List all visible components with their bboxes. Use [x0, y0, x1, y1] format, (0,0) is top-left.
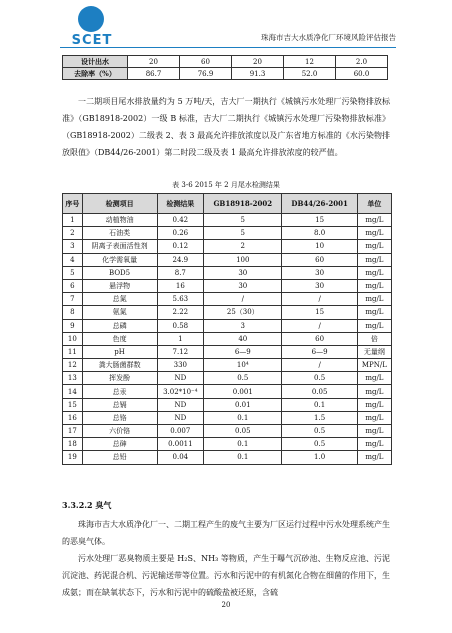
page-number: 20: [221, 601, 231, 609]
table-row: [63, 56, 388, 68]
table-row: [63, 227, 392, 240]
table-cell: 总铬: [82, 411, 157, 424]
table-cell: 15: [282, 214, 357, 227]
table-cell: mg/L: [357, 266, 391, 279]
table-cell: 30: [204, 266, 282, 279]
table-cell: /: [204, 293, 282, 306]
table-row: [63, 214, 392, 227]
paragraph-odor-source: 珠海市吉大水质净化厂一、二期工程产生的废气主要为厂区运行过程中污水处理系统产生的恶臭气体。 污水处理厂恶臭物质主要是 H₂S、NH₃ 等物质，产生于曝气沉砂池、生物反应池、污泥沉淀池、药泥混合机、污泥输送带等位置。污水和污泥中的有机氮化合物在细菌的作用下，生成氨；而在缺氧状态下，污水和污泥中的硫酸盐被还原，含硫: [62, 520, 390, 597]
table-cell: 12: [63, 359, 83, 372]
table-cell: 0.5: [282, 425, 357, 438]
table-cell: 六价铬: [82, 425, 157, 438]
table-cell: 86.7: [128, 68, 180, 80]
table-cell: 11: [63, 345, 83, 358]
table-cell: 氨氮: [82, 306, 157, 319]
table-cell: 1.5: [282, 411, 357, 424]
table-cell: 4: [63, 253, 83, 266]
table-cell: ND: [157, 398, 204, 411]
table-row: [63, 306, 392, 319]
table-cell: 3: [204, 319, 282, 332]
table-cell: 总铅: [82, 451, 157, 464]
column-header: GB18918-2002: [204, 194, 282, 214]
table-cell: mg/L: [357, 240, 391, 253]
table-cell: 总汞: [82, 385, 157, 398]
table-cell: mg/L: [357, 214, 391, 227]
table-cell: 0.1: [282, 398, 357, 411]
table-cell: 8.0: [282, 227, 357, 240]
table-cell: 7: [63, 293, 83, 306]
table-cell: 60: [282, 332, 357, 345]
table-cell: 1.0: [282, 451, 357, 464]
table-cell: 9: [63, 319, 83, 332]
table-cell: 52.0: [284, 68, 336, 80]
table-row: [63, 240, 392, 253]
table-cell: 0.01: [204, 398, 282, 411]
table-cell: 0.5: [282, 438, 357, 451]
table-cell: 3: [63, 240, 83, 253]
table-cell: mg/L: [357, 385, 391, 398]
table-row: [63, 293, 392, 306]
table-cell: 0.42: [157, 214, 204, 227]
table-cell: 15: [63, 398, 83, 411]
table-cell: 倍: [357, 332, 391, 345]
table-cell: 0.001: [204, 385, 282, 398]
header-divider: [60, 47, 396, 48]
table-cell: 0.5: [204, 372, 282, 385]
table-cell: 总氮: [82, 293, 157, 306]
table-cell: 10⁴: [204, 359, 282, 372]
table-row: [63, 411, 392, 424]
table-cell: 12: [284, 56, 336, 68]
table-cell: 10: [63, 332, 83, 345]
table-cell: 0.26: [157, 227, 204, 240]
table-cell: 19: [63, 451, 83, 464]
table-cell: 5: [204, 227, 282, 240]
table-cell: 6—9: [204, 345, 282, 358]
table-cell: mg/L: [357, 253, 391, 266]
scet-logo: [62, 6, 122, 48]
table-row: [63, 253, 392, 266]
table-cell: 2: [204, 240, 282, 253]
table-row: [63, 425, 392, 438]
table-cell: 2.22: [157, 306, 204, 319]
logo-emblem-icon: [78, 6, 104, 32]
table-cell: mg/L: [357, 372, 391, 385]
table-cell: 25（30）: [204, 306, 282, 319]
table-cell: mg/L: [357, 306, 391, 319]
table-row: [63, 359, 392, 372]
table-cell: 挥发酚: [82, 372, 157, 385]
table-cell: 60: [282, 253, 357, 266]
table-cell: pH: [82, 345, 157, 358]
table-cell: 阴离子表面活性剂: [82, 240, 157, 253]
table-cell: 化学需氧量: [82, 253, 157, 266]
table-cell: 0.12: [157, 240, 204, 253]
table-cell: 无量纲: [357, 345, 391, 358]
table-cell: /: [282, 319, 357, 332]
table-row: [63, 451, 392, 464]
table-cell: 330: [157, 359, 204, 372]
column-header: 检测项目: [82, 194, 157, 214]
table-cell: 8: [63, 306, 83, 319]
table-cell: 100: [204, 253, 282, 266]
table-cell: 76.9: [180, 68, 232, 80]
page-header: [0, 0, 452, 52]
table-cell: 0.1: [204, 411, 282, 424]
table-cell: 6—9: [282, 345, 357, 358]
table-cell: 0.05: [204, 425, 282, 438]
table-cell: 14: [63, 385, 83, 398]
report-title: 珠海市吉大水质净化厂环境风险评估报告: [261, 33, 396, 42]
table-row: [63, 332, 392, 345]
table-cell: 1: [157, 332, 204, 345]
table-row: [63, 68, 388, 80]
table-cell: BOD5: [82, 266, 157, 279]
table-cell: 色度: [82, 332, 157, 345]
table-row: [63, 345, 392, 358]
table-cell: 6: [63, 279, 83, 292]
table-cell: 2: [63, 227, 83, 240]
table-cell: 5: [63, 266, 83, 279]
table-cell: 60.0: [336, 68, 388, 80]
table-cell: 30: [282, 279, 357, 292]
table-cell: mg/L: [357, 227, 391, 240]
table-cell: 2.0: [336, 56, 388, 68]
table-row: [63, 319, 392, 332]
row-label: 去除率（%）: [63, 68, 128, 80]
table-cell: 16: [157, 279, 204, 292]
table-cell: mg/L: [357, 293, 391, 306]
table-cell: 15: [282, 306, 357, 319]
table-cell: mg/L: [357, 398, 391, 411]
table-cell: 总磷: [82, 319, 157, 332]
table-cell: 0.58: [157, 319, 204, 332]
table-cell: 24.9: [157, 253, 204, 266]
row-label: 设计出水: [63, 56, 128, 68]
table-cell: MPN/L: [357, 359, 391, 372]
design-effluent-table: [62, 55, 388, 80]
table-cell: 91.3: [232, 68, 284, 80]
table-cell: 30: [282, 266, 357, 279]
table-cell: 5: [204, 214, 282, 227]
table-cell: 动植物油: [82, 214, 157, 227]
table-cell: 1: [63, 214, 83, 227]
table-cell: 10: [282, 240, 357, 253]
table-cell: 总镉: [82, 398, 157, 411]
table-cell: 总砷: [82, 438, 157, 451]
column-header: 单位: [357, 194, 391, 214]
table-cell: mg/L: [357, 319, 391, 332]
table-cell: mg/L: [357, 438, 391, 451]
table-cell: 20: [232, 56, 284, 68]
table-cell: 7.12: [157, 345, 204, 358]
table-cell: ND: [157, 411, 204, 424]
table-cell: 5.63: [157, 293, 204, 306]
table-cell: 8.7: [157, 266, 204, 279]
table-cell: /: [282, 293, 357, 306]
section-title-odor: 3.3.2.2 臭气: [62, 500, 112, 510]
table-cell: 18: [63, 438, 83, 451]
table-cell: 0.007: [157, 425, 204, 438]
table-cell: 0.05: [282, 385, 357, 398]
table-cell: 3.02*10⁻⁴: [157, 385, 204, 398]
table-row: [63, 266, 392, 279]
table-cell: mg/L: [357, 451, 391, 464]
column-header: 序号: [63, 194, 83, 214]
table-cell: 0.5: [282, 372, 357, 385]
table-row: [63, 385, 392, 398]
table-cell: 30: [204, 279, 282, 292]
table-cell: 20: [128, 56, 180, 68]
table-cell: 40: [204, 332, 282, 345]
table-cell: 悬浮物: [82, 279, 157, 292]
table-row: [63, 398, 392, 411]
table-cell: 0.04: [157, 451, 204, 464]
table-cell: 石油类: [82, 227, 157, 240]
table-cell: 60: [180, 56, 232, 68]
table-cell: 13: [63, 372, 83, 385]
table-cell: 0.1: [204, 438, 282, 451]
table-header-row: [63, 194, 392, 214]
table-cell: 粪大肠菌群数: [82, 359, 157, 372]
column-header: 检测结果: [157, 194, 204, 214]
table-cell: mg/L: [357, 425, 391, 438]
table-cell: 16: [63, 411, 83, 424]
table-row: [63, 279, 392, 292]
table-cell: 0.1: [204, 451, 282, 464]
table-cell: mg/L: [357, 411, 391, 424]
table-cell: /: [282, 359, 357, 372]
paragraph-effluent-standards: 一二期项目尾水排放量约为 5 万吨/天，吉大厂一期执行《城镇污水处理厂污染物排放标准》（GB18918-2002）一级 B 标准，吉大厂二期执行《城镇污水处理厂污染物排放标准》（GB18918-2002）二级表 2、表 3 最高允许排放浓度以及广东省地方标准的《水污染物排放限值》（DB44/26-2001）第二时段二级及表 1 最高允许排放浓度的较严值。: [62, 97, 390, 157]
column-header: DB44/26-2001: [282, 194, 357, 214]
table-cell: mg/L: [357, 279, 391, 292]
logo-text: SCET: [71, 33, 113, 48]
effluent-test-results-table: [62, 193, 392, 465]
table-caption: 表 3-6 2015 年 2 月尾水检测结果: [172, 181, 280, 189]
table-cell: ND: [157, 372, 204, 385]
table-row: [63, 372, 392, 385]
table-cell: 0.0011: [157, 438, 204, 451]
table-cell: 17: [63, 425, 83, 438]
table-row: [63, 438, 392, 451]
